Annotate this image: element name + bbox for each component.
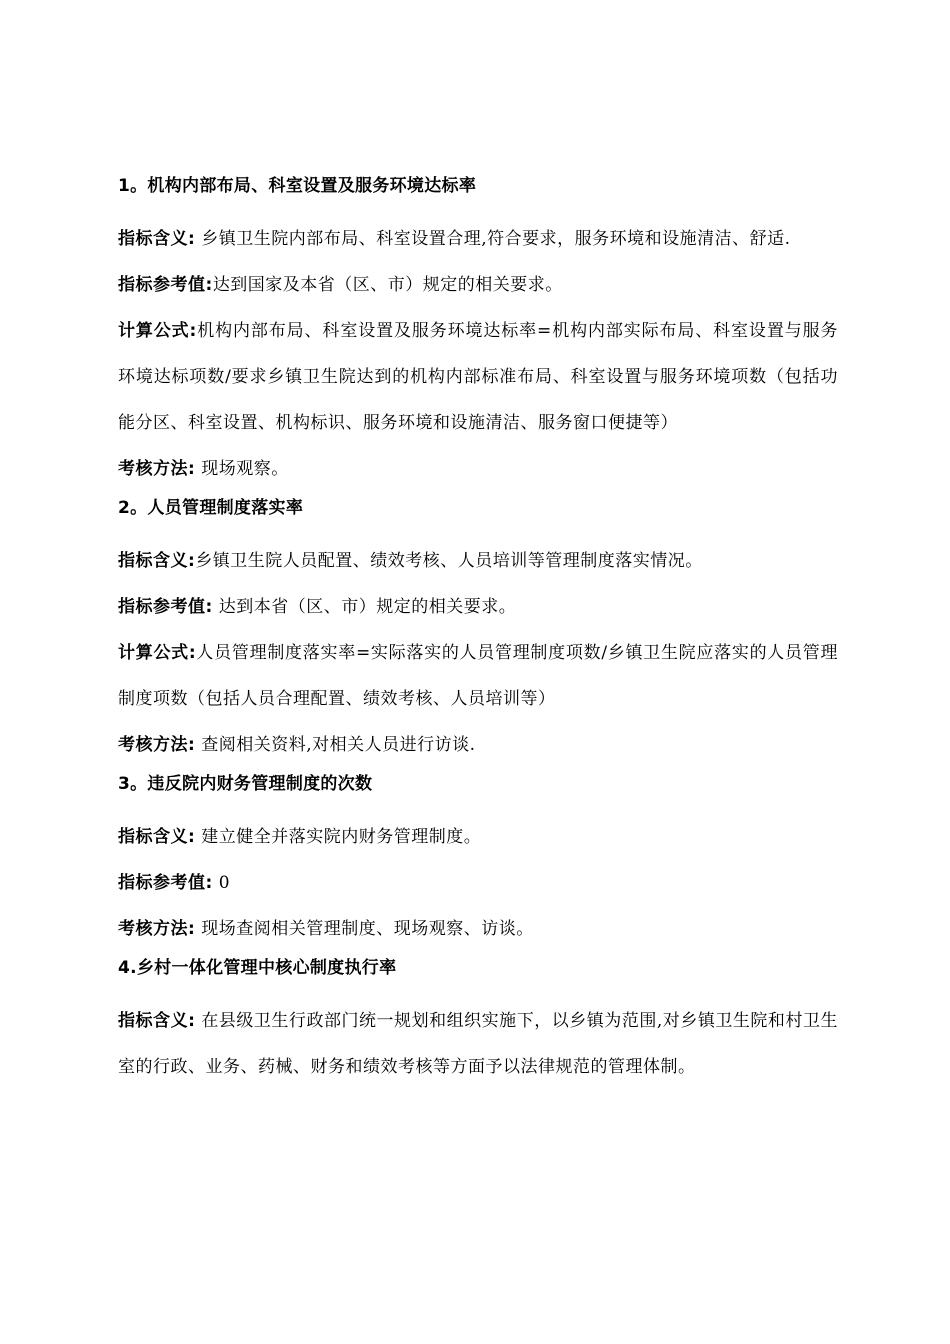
section-heading: 3。违反院内财务管理制度的次数 bbox=[118, 774, 373, 794]
field-label: 指标含义: bbox=[118, 827, 196, 847]
field-text: 乡镇卫生院人员配置、绩效考核、人员培训等管理制度落实情况。 bbox=[195, 551, 703, 571]
field-label: 指标参考值: bbox=[118, 597, 213, 617]
section-4 bbox=[118, 952, 838, 1090]
field-label: 考核方法: bbox=[118, 919, 196, 939]
assessment-method bbox=[118, 446, 838, 492]
field-text: 乡镇卫生院内部布局、科室设置合理,符合要求，服务环境和设施清洁、舒适. bbox=[195, 229, 791, 249]
field-text: 机构内部布局、科室设置及服务环境达标率=机构内部实际布局、科室设置与服务环境达标项数/要求乡镇卫生院达到的机构内部标准布局、科室设置与服务环境项数（包括功能分区、科室设置、机构标识、服务环境和设施清洁、服务窗口便捷等） bbox=[118, 321, 838, 433]
assessment-method bbox=[118, 906, 838, 952]
indicator-meaning bbox=[118, 538, 838, 584]
field-text: 建立健全并落实院内财务管理制度。 bbox=[195, 827, 482, 847]
section-heading: 2。人员管理制度落实率 bbox=[118, 498, 304, 518]
field-label: 计算公式: bbox=[118, 321, 197, 341]
field-text: 人员管理制度落实率=实际落实的人员管理制度项数/乡镇卫生院应落实的人员管理制度项数（包括人员合理配置、绩效考核、人员培训等） bbox=[118, 643, 838, 709]
field-text: 达到本省（区、市）规定的相关要求。 bbox=[212, 597, 517, 617]
field-text: 0 bbox=[212, 873, 231, 893]
indicator-reference bbox=[118, 860, 838, 906]
section-heading: 4.乡村一体化管理中核心制度执行率 bbox=[118, 958, 397, 978]
field-label: 指标含义: bbox=[118, 551, 196, 571]
section-2 bbox=[118, 492, 838, 768]
section-1 bbox=[118, 170, 838, 492]
indicator-reference bbox=[118, 584, 838, 630]
section-3 bbox=[118, 768, 838, 952]
indicator-meaning bbox=[118, 216, 838, 262]
section-heading: 1。机构内部布局、科室设置及服务环境达标率 bbox=[118, 176, 477, 196]
document-body bbox=[118, 170, 838, 1090]
field-text: 现场观察。 bbox=[195, 459, 289, 479]
field-label: 指标含义: bbox=[118, 229, 196, 249]
field-text: 在县级卫生行政部门统一规划和组织实施下，以乡镇为范围,对乡镇卫生院和村卫生室的行政、业务、药械、财务和绩效考核等方面予以法律规范的管理体制。 bbox=[118, 1011, 838, 1077]
field-label: 考核方法: bbox=[118, 459, 196, 479]
field-label: 考核方法: bbox=[118, 735, 196, 755]
assessment-method bbox=[118, 722, 838, 768]
calculation-formula bbox=[118, 630, 838, 722]
indicator-reference bbox=[118, 262, 838, 308]
indicator-meaning bbox=[118, 998, 838, 1090]
field-label: 指标参考值: bbox=[118, 873, 213, 893]
field-text: 查阅相关资料,对相关人员进行访谈. bbox=[195, 735, 476, 755]
calculation-formula bbox=[118, 308, 838, 446]
field-label: 指标含义: bbox=[118, 1011, 196, 1031]
indicator-meaning bbox=[118, 814, 838, 860]
field-label: 计算公式: bbox=[118, 643, 197, 663]
field-text: 现场查阅相关管理制度、现场观察、访谈。 bbox=[195, 919, 534, 939]
field-text: 达到国家及本省（区、市）规定的相关要求。 bbox=[212, 275, 563, 295]
field-label: 指标参考值: bbox=[118, 275, 213, 295]
